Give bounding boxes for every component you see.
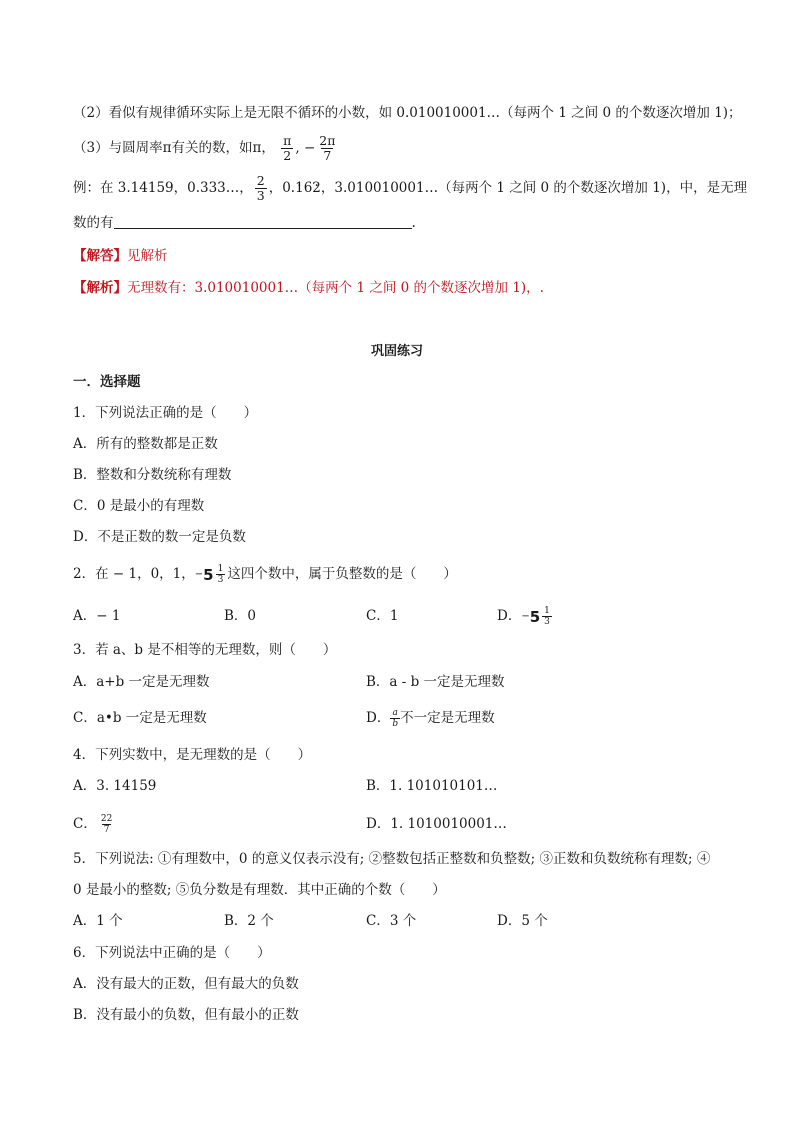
q2-option-d-label: D． — [497, 608, 522, 624]
example-suffix: ，3.010010001…（每两个 1 之间 0 的个数逐次增加 1)，中，是无理 — [320, 180, 748, 196]
repeating-digit-start: · 1 — [295, 180, 304, 196]
fraction-numerator: π — [283, 133, 292, 148]
fraction-numerator: 2 — [256, 173, 265, 188]
fraction-numerator: 22 — [100, 814, 113, 824]
q1-option-a[interactable]: A．所有的整数都是正数 — [73, 436, 218, 452]
example-separator: ， — [268, 180, 283, 196]
minus-sign: − — [194, 568, 204, 580]
fraction-numerator: a — [392, 708, 398, 718]
fraction-denominator: 2 — [283, 148, 292, 163]
q6-stem: 6．下列说法中正确的是（ ） — [73, 945, 271, 961]
repeating-decimal — [282, 180, 321, 196]
minus-sign: − — [521, 610, 530, 622]
q5-option-b[interactable]: B．2 个 — [224, 913, 274, 929]
mixed-whole: 5 — [203, 565, 214, 584]
analysis-line — [73, 278, 544, 298]
fraction-denominator: 3 — [256, 188, 265, 203]
q5-option-d[interactable]: D．5 个 — [497, 913, 548, 929]
fraction-denominator: 7 — [323, 148, 332, 163]
q5-option-a[interactable]: A．1 个 — [73, 913, 123, 929]
fraction-denominator: 7 — [103, 825, 110, 835]
q3-option-c[interactable]: C．a•b 一定是无理数 — [73, 710, 207, 726]
q3-option-d-label: D． — [366, 710, 391, 726]
example-line1 — [73, 173, 747, 203]
mixed-fraction — [542, 606, 552, 627]
q4-option-c-label: C． — [73, 816, 97, 832]
fraction-a-over-b — [390, 708, 400, 729]
q4-option-d[interactable]: D．1. 1010010001… — [366, 816, 507, 832]
section-subtitle: 一．选择题 — [73, 374, 141, 390]
analysis-tag: 【解析】 — [73, 280, 127, 296]
fraction-denominator: 3 — [544, 617, 550, 627]
q5-option-c[interactable]: C．3 个 — [366, 913, 417, 929]
mixed-fraction — [216, 564, 226, 585]
q4-option-b[interactable]: B．1. 101010101… — [366, 778, 498, 794]
q5-stem-line1: 5．下列说法: ①有理数中，0 的意义仅表示没有; ②整数包括正整数和负整数; ③正数和负数统称有理数; ④ — [73, 851, 711, 867]
q5-stem-line2: 0 是最小的整数; ⑤负分数是有理数．其中正确的个数（ ） — [73, 882, 446, 898]
analysis-text: 无理数有：3.010010001…（每两个 1 之间 0 的个数逐次增加 1)，. — [127, 280, 544, 296]
mixed-number-neg-5-1-3 — [195, 561, 228, 589]
example-line2 — [73, 213, 416, 233]
q3-option-d-text: 不一定是无理数 — [400, 710, 495, 726]
mixed-number-neg-5-1-3 — [521, 604, 554, 630]
q6-option-b[interactable]: B．没有最小的负数，但有最小的正数 — [73, 1007, 299, 1023]
q1-option-d[interactable]: D．不是正数的数一定是负数 — [73, 529, 246, 545]
q2-option-a[interactable]: A．− 1 — [73, 608, 121, 624]
q2-option-b[interactable]: B．0 — [224, 608, 257, 624]
fraction-2-over-3 — [255, 174, 267, 203]
fraction-numerator: 2π — [319, 133, 336, 148]
q4-stem: 4．下列实数中，是无理数的是（ ） — [73, 747, 312, 763]
q1-stem: 1．下列说法正确的是（ ） — [73, 405, 258, 421]
q1-option-c[interactable]: C．0 是最小的有理数 — [73, 498, 205, 514]
intro-item3-separator: , − — [295, 140, 316, 156]
repeating-decimal-prefix: 0. — [282, 180, 296, 196]
fraction-22-over-7 — [99, 814, 114, 835]
answer-blank[interactable] — [114, 214, 412, 229]
answer-tag: 【解答】 — [73, 248, 127, 264]
q4-option-c[interactable] — [73, 810, 116, 838]
q2-stem-suffix: 这四个数中，属于负整数的是（ ） — [227, 566, 457, 582]
q3-option-a[interactable]: A．a+b 一定是无理数 — [73, 674, 210, 690]
mixed-whole: 5 — [529, 607, 541, 626]
q2-option-d[interactable] — [497, 603, 554, 629]
q3-option-b[interactable]: B．a - b 一定是无理数 — [366, 674, 505, 690]
q4-option-a[interactable]: A．3. 14159 — [73, 778, 157, 794]
fraction-numerator: 1 — [544, 606, 550, 616]
q2-stem-prefix: 2．在 − 1，0，1， — [73, 566, 195, 582]
intro-item3-prefix: （3）与圆周率π有关的数，如π， — [73, 140, 275, 156]
intro-item3 — [73, 133, 339, 163]
q1-option-b[interactable]: B．整数和分数统称有理数 — [73, 467, 232, 483]
q3-option-d[interactable] — [366, 706, 495, 730]
answer-line — [73, 246, 168, 266]
q2-option-c[interactable]: C．1 — [366, 608, 399, 624]
example-end: . — [411, 215, 416, 231]
section-title: 巩固练习 — [370, 344, 423, 359]
example-line2-text: 数的有 — [73, 215, 114, 231]
fraction-denominator: 3 — [217, 575, 224, 585]
fraction-pi-over-2 — [281, 134, 293, 163]
repeating-digit-middle: 6 — [303, 180, 313, 196]
example-prefix: 例：在 3.14159，0.333…， — [73, 180, 253, 196]
q6-option-a[interactable]: A．没有最大的正数，但有最大的负数 — [73, 976, 299, 992]
repeating-digit-end: · 2 — [312, 180, 321, 196]
fraction-denominator: b — [392, 719, 399, 729]
q3-stem: 3．若 a、b 是不相等的无理数，则（ ） — [73, 642, 337, 658]
fraction-numerator: 1 — [217, 564, 224, 574]
q2-stem — [73, 560, 457, 588]
intro-item2: （2）看似有规律循环实际上是无限不循环的小数，如 0.010010001…（每两个 1 之间 0 的个数逐次增加 1)； — [73, 105, 742, 121]
answer-text: 见解析 — [127, 248, 168, 264]
fraction-2pi-over-7 — [317, 134, 337, 163]
